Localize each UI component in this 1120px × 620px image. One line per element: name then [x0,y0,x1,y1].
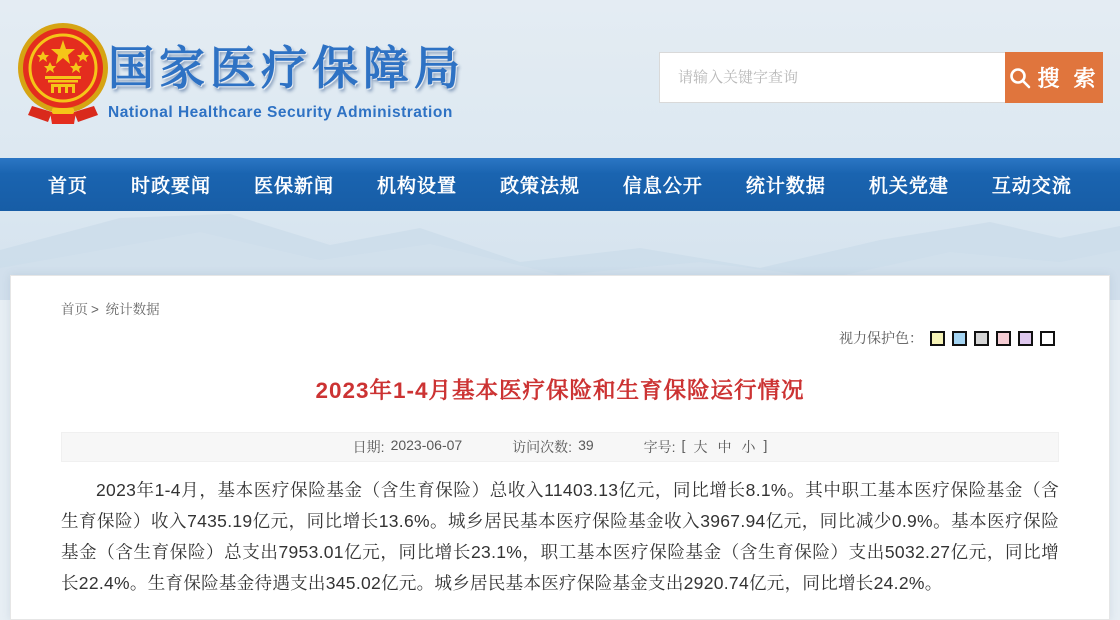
site-logo-link[interactable] [12,18,114,130]
meta-date-value: 2023-06-07 [390,437,463,453]
site-title-block [108,32,465,122]
eye-protection-swatch-yellow[interactable] [930,331,945,346]
national-emblem-icon [12,18,114,130]
eye-protection-swatch-purple[interactable] [1018,331,1033,346]
font-size-small-button[interactable]: 小 [741,439,756,455]
nav-item-current-affairs[interactable]: 时政要闻 [130,176,211,197]
meta-visits-label: 访问次数: [512,439,573,455]
search-button[interactable] [1005,52,1103,103]
site-subtitle-en: National Healthcare Security Administration [108,104,453,121]
eye-protection-bar [61,328,1059,348]
font-size-medium-button[interactable]: 中 [717,439,732,455]
nav-item-interaction[interactable]: 互动交流 [991,176,1072,197]
nav-item-statistics[interactable]: 统计数据 [745,176,826,197]
meta-visits [512,437,593,457]
font-size-bracket-close: ] [763,437,768,453]
site-title: 国家医疗保障局 [108,42,465,94]
breadcrumb-statistics[interactable]: 统计数据 [105,302,160,317]
search-button-label: 搜 索 [1037,66,1100,91]
font-size-bracket-open: [ [681,437,686,453]
nav-item-policies-regulations[interactable]: 政策法规 [499,176,580,197]
main-nav [0,158,1120,211]
breadcrumb-home[interactable]: 首页 [61,302,88,317]
meta-visits-value: 39 [578,437,594,453]
article-title: 2023年1-4月基本医疗保险和生育保险运行情况 [315,378,805,403]
eye-protection-swatch-blue[interactable] [952,331,967,346]
font-size-large-button[interactable]: 大 [693,439,708,455]
nav-item-party-building[interactable]: 机关党建 [868,176,949,197]
meta-font-size-label: 字号: [643,439,676,455]
article-body: 2023年1-4月，基本医疗保险基金（含生育保险）总收入11403.13亿元，同比增长8.1%。其中职工基本医疗保险基金（含生育保险）收入7435.19亿元，同比增长13.6%。城乡居民基本医疗保险基金收入3967.94亿元，同比减少0.9%。基本医疗保险基金（含生育保险）总支出7953.01亿元，同比增长23.1%，职工基本医疗保险基金（含生育保险）支出5032.27亿元，同比增长22.4%。生育保险基金待遇支出345.02亿元。城乡居民基本医疗保险基金支出2920.74亿元，同比增长24.2%。 [61,480,1059,593]
meta-date-label: 日期: [352,439,385,455]
nav-item-info-disclosure[interactable]: 信息公开 [622,176,703,197]
eye-protection-swatch-gray[interactable] [974,331,989,346]
meta-font-size [644,437,768,457]
breadcrumb-separator: > [91,302,99,317]
content-card [10,275,1110,620]
eye-protection-swatch-white[interactable] [1040,331,1055,346]
eye-protection-label: 视力保护色： [839,330,923,346]
nav-item-medical-insurance-news[interactable]: 医保新闻 [253,176,334,197]
nav-item-organization[interactable]: 机构设置 [376,176,457,197]
eye-protection-swatch-pink[interactable] [996,331,1011,346]
search-icon [1008,66,1032,90]
meta-date [353,437,463,457]
search-group [659,52,1103,103]
search-input[interactable] [659,52,1005,103]
site-header [0,0,1120,158]
breadcrumb [61,298,1059,318]
article-meta-bar [61,432,1059,462]
nav-item-home[interactable]: 首页 [48,176,89,197]
